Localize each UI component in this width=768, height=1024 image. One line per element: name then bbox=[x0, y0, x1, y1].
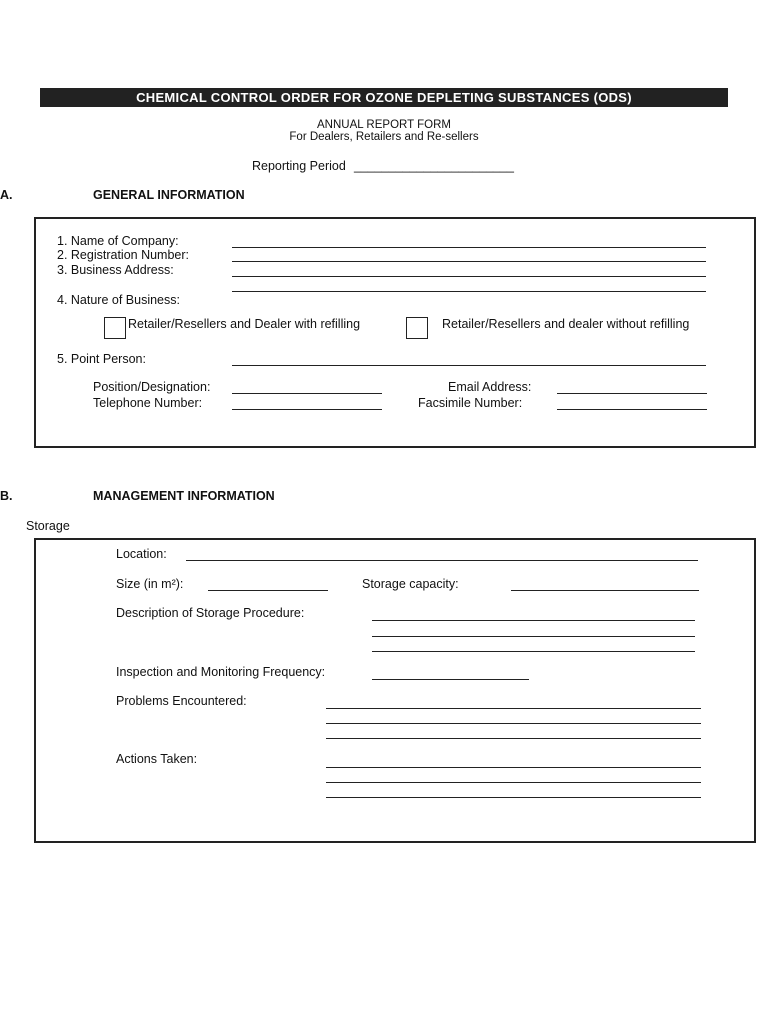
telephone-number-field[interactable] bbox=[232, 409, 382, 410]
point-person-label: 5. Point Person: bbox=[57, 352, 146, 366]
form-type-title: ANNUAL REPORT FORM bbox=[317, 119, 451, 131]
position-designation-field[interactable] bbox=[232, 393, 382, 394]
storage-capacity-field[interactable] bbox=[511, 590, 699, 591]
with-refilling-checkbox[interactable] bbox=[104, 317, 126, 339]
actions-taken-label: Actions Taken: bbox=[116, 752, 198, 766]
point-person-field[interactable] bbox=[232, 365, 706, 366]
business-address-field-2[interactable] bbox=[232, 291, 706, 292]
registration-number-label: 2. Registration Number: bbox=[57, 248, 190, 262]
company-name-label: 1. Name of Company: bbox=[57, 234, 179, 248]
without-refilling-checkbox[interactable] bbox=[406, 317, 428, 339]
storage-procedure-field-3[interactable] bbox=[372, 651, 695, 652]
problems-encountered-label: Problems Encountered: bbox=[116, 694, 247, 708]
actions-taken-field-1[interactable] bbox=[326, 767, 701, 768]
section-a-letter: A. bbox=[0, 188, 13, 202]
section-b-letter: B. bbox=[0, 489, 13, 503]
inspection-frequency-field[interactable] bbox=[372, 679, 529, 680]
telephone-number-label: Telephone Number: bbox=[93, 396, 203, 410]
without-refilling-label: Retailer/Resellers and dealer without refilling bbox=[442, 317, 690, 331]
problems-encountered-field-3[interactable] bbox=[326, 738, 701, 739]
actions-taken-field-2[interactable] bbox=[326, 782, 701, 783]
size-field[interactable] bbox=[208, 590, 328, 591]
facsimile-number-field[interactable] bbox=[557, 409, 707, 410]
facsimile-number-label: Facsimile Number: bbox=[418, 396, 523, 410]
form-title-bar: CHEMICAL CONTROL ORDER FOR OZONE DEPLETING SUBSTANCES (ODS) bbox=[40, 88, 728, 107]
storage-procedure-field-2[interactable] bbox=[372, 636, 695, 637]
email-address-label: Email Address: bbox=[448, 380, 532, 394]
reporting-period-blank: _______________________ bbox=[354, 159, 514, 173]
storage-procedure-field-1[interactable] bbox=[372, 620, 695, 621]
storage-procedure-label: Description of Storage Procedure: bbox=[116, 606, 305, 620]
business-address-field-1[interactable] bbox=[232, 276, 706, 277]
section-a-title: GENERAL INFORMATION bbox=[93, 188, 245, 202]
nature-of-business-label: 4. Nature of Business: bbox=[57, 293, 180, 307]
size-label: Size (in m²): bbox=[116, 577, 184, 591]
registration-number-field[interactable] bbox=[232, 261, 706, 262]
actions-taken-field-3[interactable] bbox=[326, 797, 701, 798]
reporting-period-label: Reporting Period bbox=[252, 159, 346, 173]
form-subtitle: For Dealers, Retailers and Re-sellers bbox=[289, 131, 479, 143]
inspection-frequency-label: Inspection and Monitoring Frequency: bbox=[116, 665, 326, 679]
email-address-field[interactable] bbox=[557, 393, 707, 394]
location-field[interactable] bbox=[186, 560, 698, 561]
section-b-title: MANAGEMENT INFORMATION bbox=[93, 489, 275, 503]
location-label: Location: bbox=[116, 547, 167, 561]
position-designation-label: Position/Designation: bbox=[93, 380, 211, 394]
company-name-field[interactable] bbox=[232, 247, 706, 248]
problems-encountered-field-2[interactable] bbox=[326, 723, 701, 724]
problems-encountered-field-1[interactable] bbox=[326, 708, 701, 709]
business-address-label: 3. Business Address: bbox=[57, 263, 174, 277]
storage-capacity-label: Storage capacity: bbox=[362, 577, 459, 591]
storage-heading: Storage bbox=[26, 519, 70, 533]
with-refilling-label: Retailer/Resellers and Dealer with refilling bbox=[128, 317, 361, 331]
